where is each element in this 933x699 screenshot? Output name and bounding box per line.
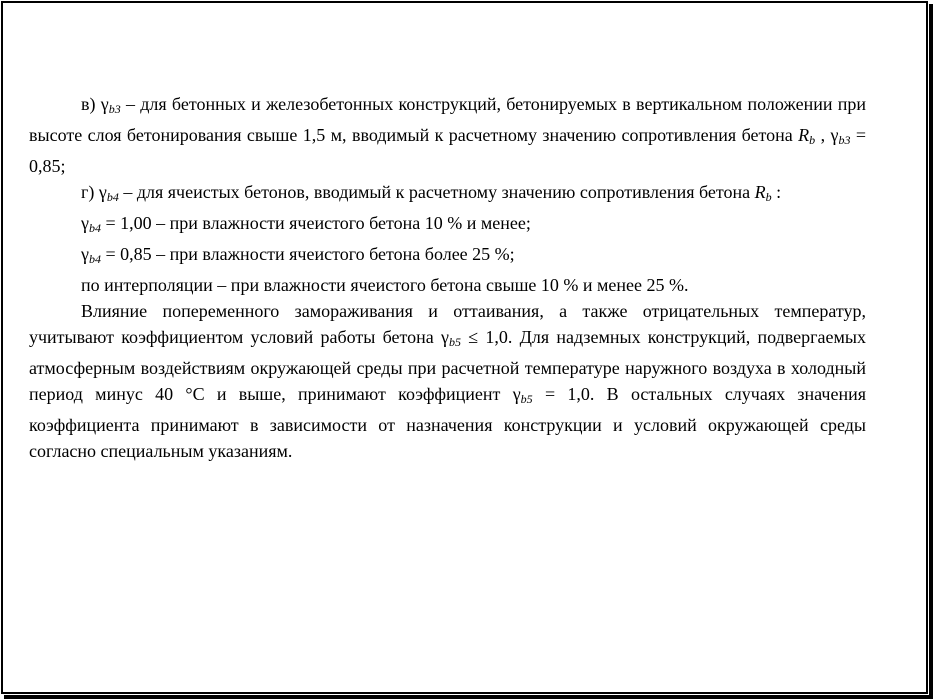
gamma-subscript: b3 [838,133,851,147]
value-line-2 [29,241,866,272]
gamma-subscript: b4 [88,252,101,266]
gamma-symbol: γ [100,94,109,114]
gamma-symbol: γ [441,327,449,347]
paragraph-text: – для ячеистых бетонов, вводимый к расчетному значению сопротивления бетона [118,182,755,202]
line-text: по интерполяции – при влажности ячеистого бетона свыше 10 % и менее 25 %. [81,275,689,295]
r-symbol: R [798,125,810,145]
gamma-symbol: γ [81,244,89,264]
paragraph-text: Влияние попеременного замораживания и оттаивания, а также отрицательных температур, учитывают коэффициентом условий работы бетона [29,301,866,347]
paragraph-text: ≤ 1,0. Для надземных конструкций, подвергаемых атмосферным воздействиям окружающей среды при расчетной температуре наружного воздуха в холодный период минус 40 °С и выше, принимают коэффициент [29,327,866,404]
paragraph-text: – для бетонных и железобетонных конструкций, бетонируемых в вертикальном положении при высоте слоя бетонирования свыше 1,5 м, вводимый к расчетному значению сопротивления бетона [29,94,867,145]
item-label-v: в) [81,94,96,114]
gamma-subscript: b4 [88,221,101,235]
gamma-subscript: b4 [106,190,119,204]
frame-shadow-bottom [4,695,933,699]
paragraph-main [29,298,866,464]
gamma-subscript: b5 [448,335,461,349]
value-line-1 [29,210,866,241]
paragraph-g [29,179,866,210]
r-subscript: b [765,190,772,204]
gamma-symbol: γ [81,213,89,233]
paragraph-text: : [771,182,782,202]
line-text: = 1,00 – при влажности ячеистого бетона 10 % и менее; [100,213,531,233]
gamma-symbol: γ [830,125,839,145]
paragraph-text: , [815,125,831,145]
frame-shadow-right [929,4,933,698]
paragraph-text: = 1,0. В остальных случаях значения коэффициента принимают в зависимости от назначения конструкции и условий окружающей среды согласно специальным указаниям. [29,384,866,461]
gamma-symbol: γ [98,182,107,202]
item-label-g: г) [81,182,95,202]
gamma-subscript: b3 [108,102,121,116]
value-line-3 [29,272,866,298]
paragraph-text: = 0,85; [29,125,867,176]
paragraph-v [29,91,866,179]
line-text: = 0,85 – при влажности ячеистого бетона более 25 %; [100,244,515,264]
gamma-subscript: b5 [520,392,533,406]
gamma-symbol: γ [512,384,521,404]
r-symbol: R [754,182,766,202]
r-subscript: b [809,133,816,147]
document-body [29,91,866,464]
